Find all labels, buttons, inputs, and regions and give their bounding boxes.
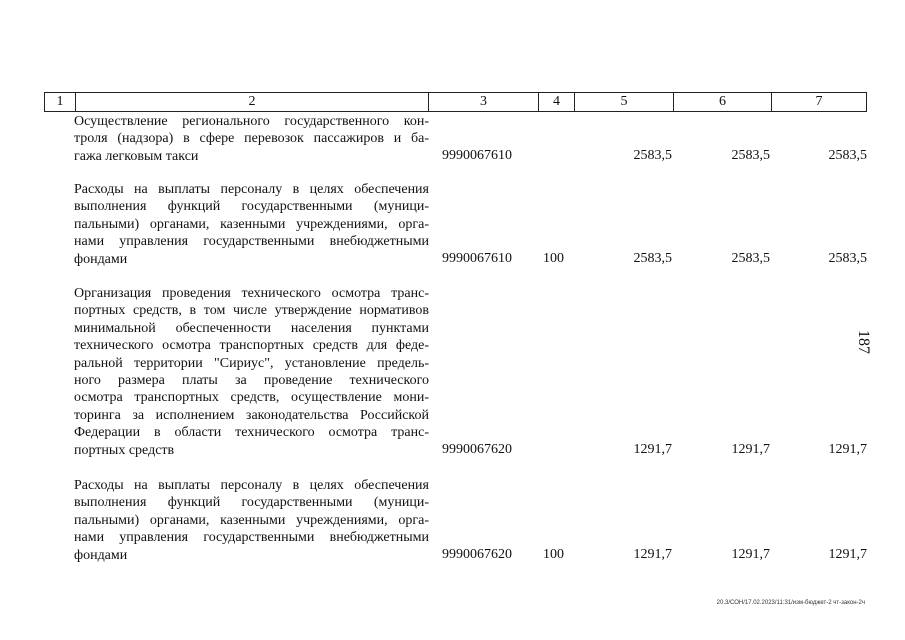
row-value-col6: 1291,7	[731, 442, 770, 457]
row-expense-type: 100	[543, 547, 564, 562]
row-value-col6: 2583,5	[731, 148, 770, 163]
row-value-col7: 2583,5	[828, 148, 867, 163]
row-code: 9990067610	[442, 148, 512, 163]
description-line: пальными) органами, казенными учреждениями, орга-	[74, 512, 429, 528]
row-description	[74, 477, 429, 564]
description-line: нами управления государственными внебюджетными	[74, 530, 429, 546]
column-header-4: 4	[539, 93, 575, 112]
description-line: нами управления государственными внебюджетными	[74, 234, 429, 250]
description-line: портных средств	[74, 442, 175, 458]
description-line: Расходы на выплаты персоналу в целях обеспечения	[74, 182, 429, 197]
description-line: осмотра транспортных средств, осуществление мони-	[74, 390, 429, 406]
row-value-col7: 2583,5	[828, 251, 867, 266]
row-code: 9990067620	[442, 442, 512, 457]
row-description	[74, 113, 429, 165]
row-description	[74, 285, 429, 459]
description-line: Организация проведения технического осмотра транс-	[74, 286, 429, 301]
description-line: Осуществление регионального государственного кон-	[74, 114, 429, 129]
description-line: минимальной обеспеченности населения пунктами	[74, 320, 429, 336]
row-value-col5: 2583,5	[633, 148, 672, 163]
column-header-3: 3	[429, 93, 539, 112]
page-number: 187	[855, 330, 872, 354]
row-value-col5: 1291,7	[633, 442, 672, 457]
description-line: фондами	[74, 547, 128, 563]
description-line: торинга за исполнением законодательства Российской	[74, 407, 429, 423]
description-line: ного размера платы за проведение технического	[74, 373, 429, 389]
column-header-5: 5	[575, 93, 674, 112]
row-value-col5: 1291,7	[633, 547, 672, 562]
description-line: пальными) органами, казенными учреждениями, орга-	[74, 216, 429, 232]
row-value-col5: 2583,5	[633, 251, 672, 266]
column-header-6: 6	[674, 93, 772, 112]
column-header-2: 2	[76, 93, 429, 112]
description-line: фондами	[74, 251, 128, 267]
description-line: технического осмотра транспортных средств для феде-	[74, 338, 429, 354]
row-code: 9990067620	[442, 547, 512, 562]
footer-document-code: 20.3/СОН/17.02.2023/11:31/изм-бюджет-2 чт-закон-2ч	[716, 600, 865, 606]
column-number-header	[44, 92, 867, 112]
description-line: выполнения функций государственными (муници-	[74, 495, 429, 511]
row-value-col7: 1291,7	[828, 442, 867, 457]
row-code: 9990067610	[442, 251, 512, 266]
description-line: Расходы на выплаты персоналу в целях обеспечения	[74, 478, 429, 493]
row-description	[74, 181, 429, 268]
description-line: портных средств, в том числе утверждение нормативов	[74, 303, 429, 319]
row-value-col6: 1291,7	[731, 547, 770, 562]
description-line: троля (надзора) в сфере перевозок пассажиров и ба-	[74, 131, 429, 147]
row-value-col7: 1291,7	[828, 547, 867, 562]
description-line: Федерации в области технического осмотра транс-	[74, 425, 429, 441]
description-line: гажа легковым такси	[74, 148, 199, 164]
column-header-1: 1	[45, 93, 76, 112]
row-value-col6: 2583,5	[731, 251, 770, 266]
description-line: ральной территории "Сириус", установление предель-	[74, 355, 429, 371]
description-line: выполнения функций государственными (муници-	[74, 199, 429, 215]
row-expense-type: 100	[543, 251, 564, 266]
column-header-7: 7	[772, 93, 867, 112]
